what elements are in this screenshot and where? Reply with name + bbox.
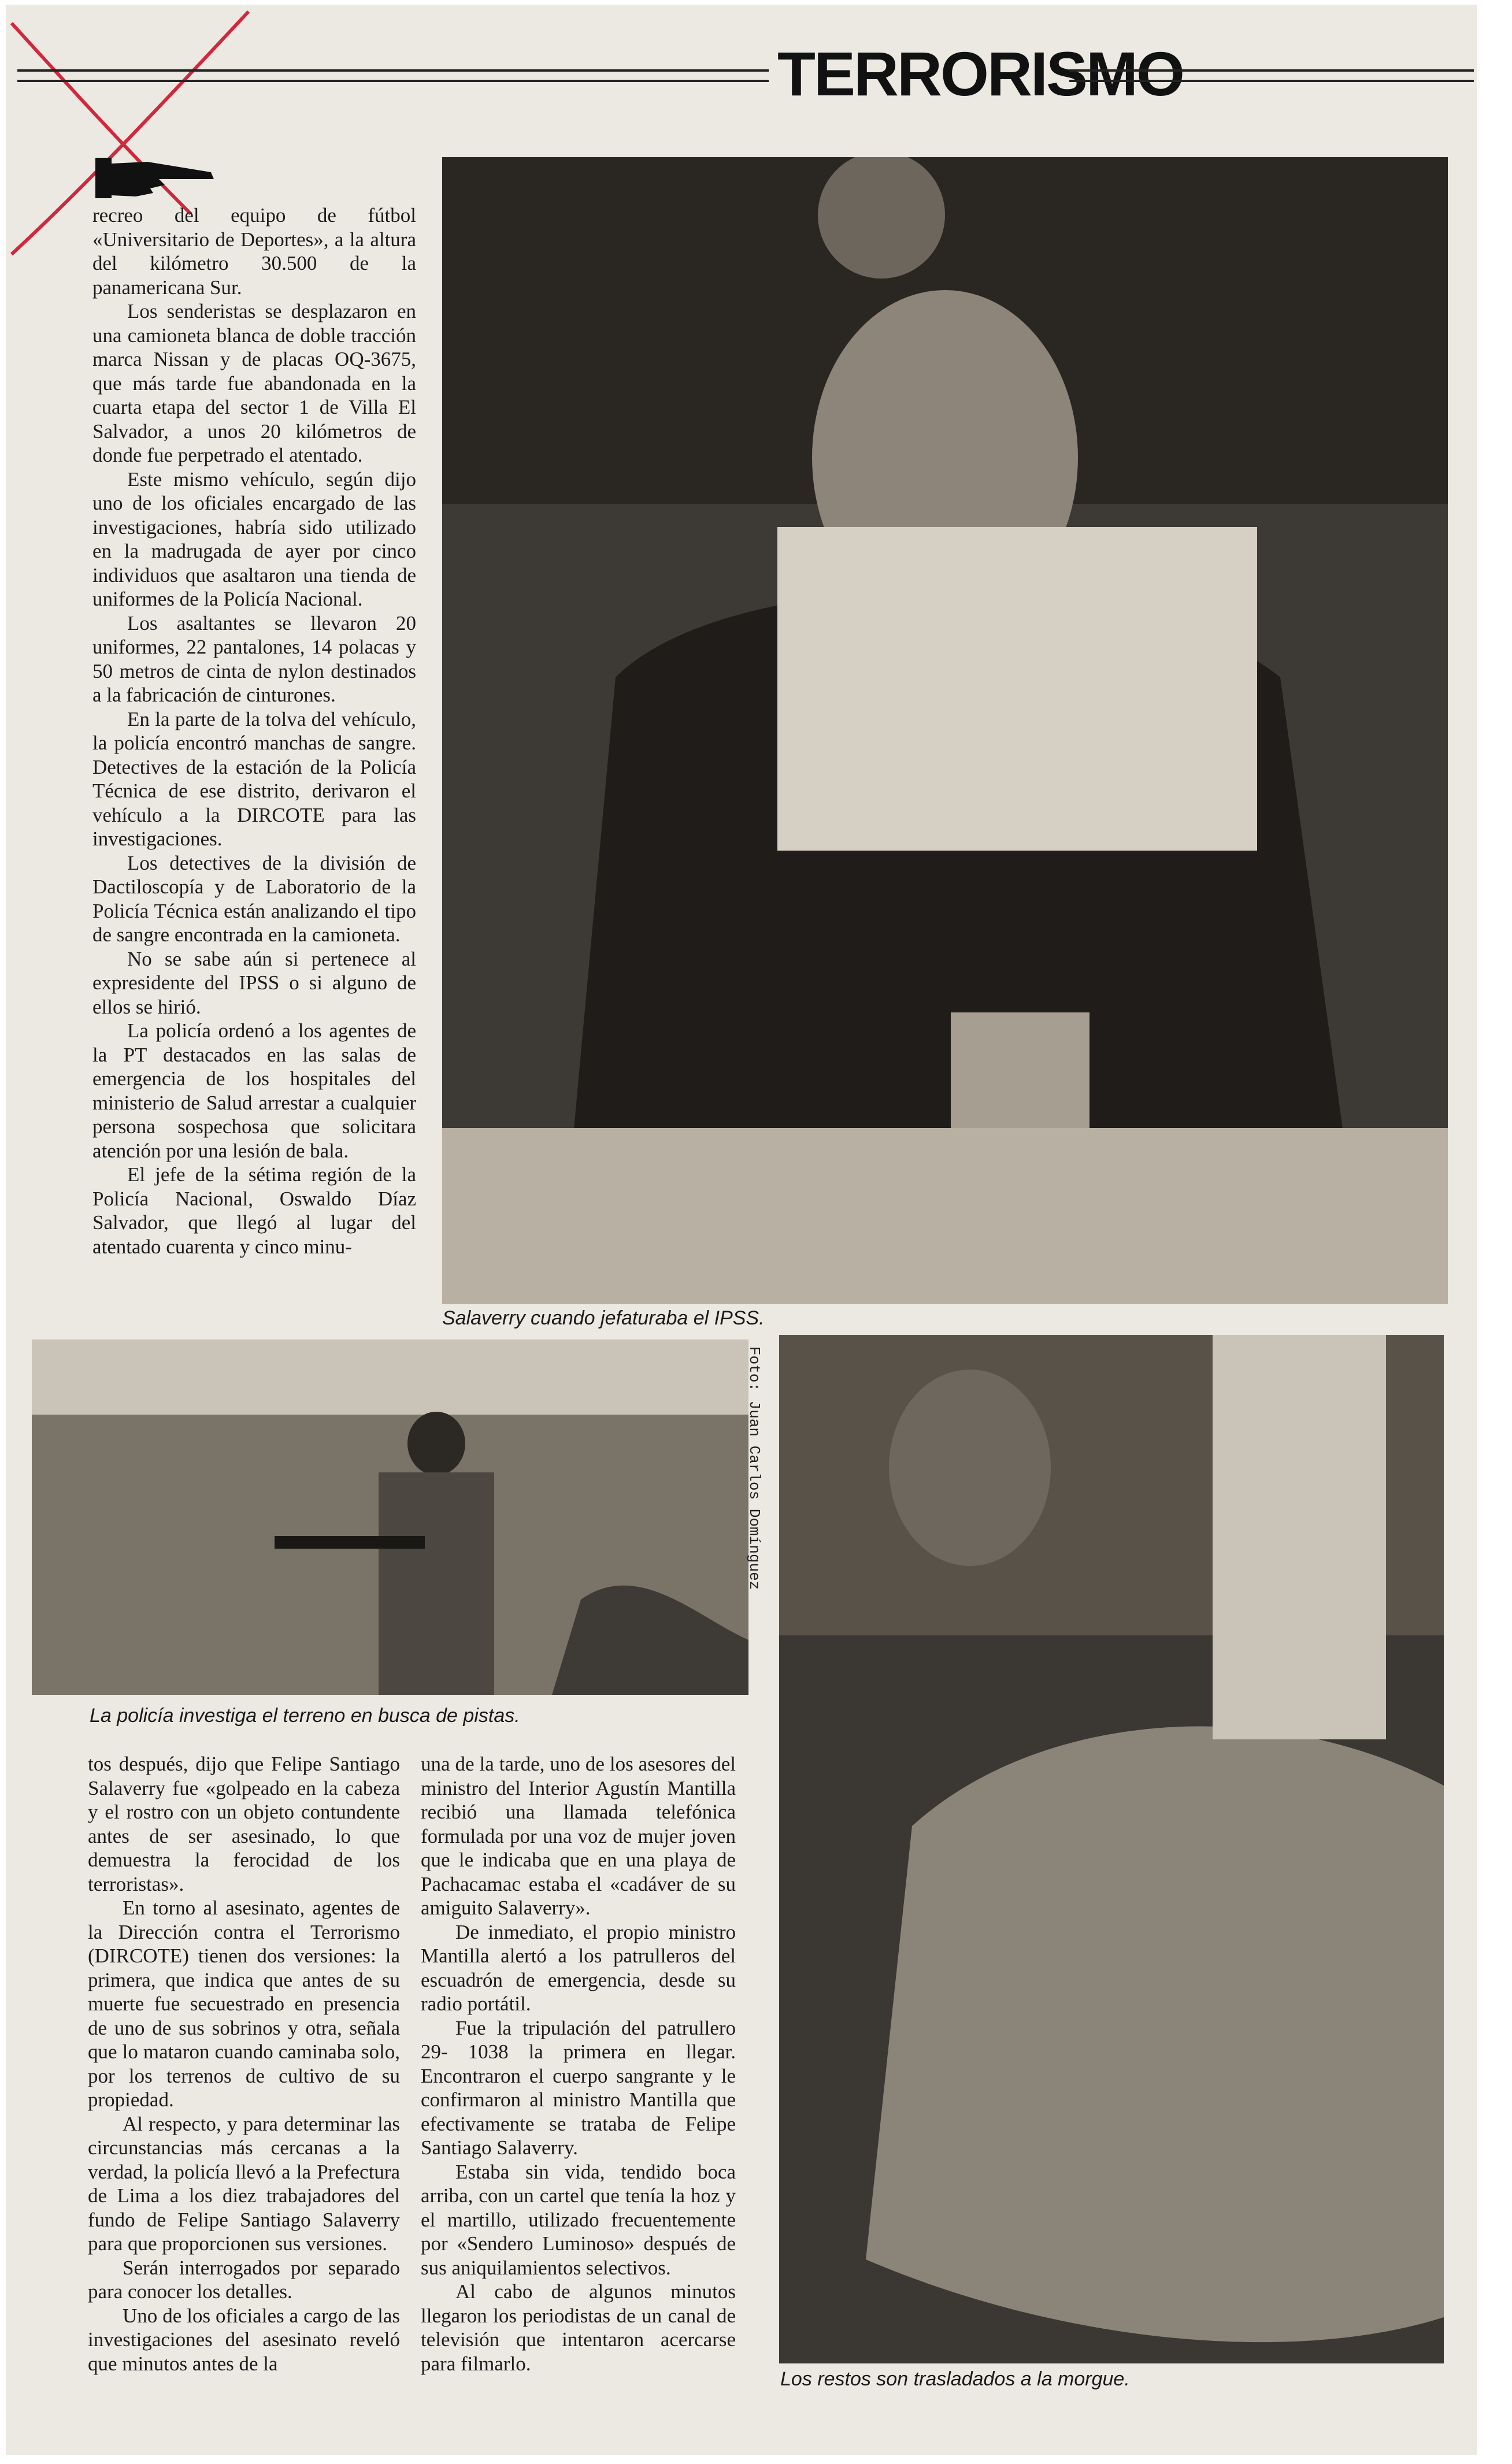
paragraph: Este mismo vehículo, según dijo uno de los oficiales encargado de las investigaciones, habría sido utilizado en la madrugada de ayer por cinco individuos que asaltaron una tienda de uniformes de la Policía Nacional. (92, 467, 416, 610)
section-title: TERRORISMO (777, 39, 1184, 109)
paragraph: En la parte de la tolva del vehículo, la policía encontró manchas de sangre. Detectives de la estación de la Policía Técnica de ese distrito, derivaron el vehículo a la DIRCOTE para las investigaciones. (92, 707, 416, 850)
paragraph: No se sabe aún si pertenece al expresidente del IPSS o si alguno de ellos se hirió. (92, 947, 416, 1018)
article-column-1 (92, 203, 416, 1313)
paragraph: En torno al asesinato, agentes de la Dirección contra el Terrorismo (DIRCOTE) tienen dos versiones: la primera, que indica que antes de su muerte fue secuestrado en presencia de uno de sus sobrinos y otra, señala que lo mataron cuando caminaba solo, por los terrenos de cultivo de su propiedad. (88, 1897, 400, 2111)
photo-salaverry-ipss (442, 157, 1448, 1304)
photo-caption-field: La policía investiga el terreno en busca de pistas. (90, 1705, 520, 1727)
paragraph: Estaba sin vida, tendido boca arriba, con un cartel que tenía la hoz y el martillo, utilizado frecuentemente por «Sendero Luminoso» después de sus aniquilamientos selectivos. (421, 2160, 736, 2279)
photo-caption-morgue: Los restos son trasladados a la morgue. (780, 2368, 1130, 2390)
paragraph: recreo del equipo de fútbol «Universitario de Deportes», a la altura del kilómetro 30.500 de la panamericana Sur. (92, 204, 416, 299)
paragraph: Los detectives de la división de Dactiloscopía y de Laboratorio de la Policía Técnica están analizando el tipo de sangre encontrada en la camioneta. (92, 851, 416, 946)
paragraph: Uno de los oficiales a cargo de las investigaciones del asesinato reveló que minutos antes de la (88, 2304, 400, 2375)
paragraph: La policía ordenó a los agentes de la PT destacados en las salas de emergencia de los hospitales del ministerio de Salud arrestar a cualquier persona sospechosa que solicitara atención por una lesión de bala. (92, 1019, 416, 1162)
photo-credit: Foto: Juan Carlos Domínguez (746, 1346, 763, 1590)
photo-caption-main: Salaverry cuando jefaturaba el IPSS. (442, 1307, 765, 1329)
header-rule-left (17, 69, 769, 82)
paragraph: tos después, dijo que Felipe Santiago Salaverry fue «golpeado en la cabeza y el rostro con un objeto contundente antes de ser asesinado, lo que demuestra la ferocidad de los terroristas». (88, 1753, 400, 1895)
pointing-hand-icon (95, 155, 220, 201)
article-column-2 (88, 1752, 400, 2388)
paragraph: Fue la tripulación del patrullero 29- 1038 la primera en llegar. Encontraron el cuerpo sangrante y le confirmaron al ministro Mantilla que efectivamente se trataba de Felipe Santiago Salaverry. (421, 2016, 736, 2159)
paragraph: Serán interrogados por separado para conocer los detalles. (88, 2256, 400, 2303)
header-rule-right (1069, 69, 1474, 82)
article-column-3 (421, 1752, 736, 2388)
photo-police-field (32, 1339, 748, 1695)
paragraph: una de la tarde, uno de los asesores del ministro del Interior Agustín Mantilla recibió una llamada telefónica formulada por una voz de mujer joven que le indicaba que en una playa de Pachacamac estaba el «cadáver de su amiguito Salaverry». (421, 1753, 736, 1919)
paragraph: Al respecto, y para determinar las circunstancias más cercanas a la verdad, la policía llevó a la Prefectura de Lima a los diez trabajadores del fundo de Felipe Santiago Salaverry para que proporcionen sus versiones. (88, 2112, 400, 2255)
paragraph: Los asaltantes se llevaron 20 uniformes, 22 pantalones, 14 polacas y 50 metros de cinta de nylon destinados a la fabricación de cinturones. (92, 611, 416, 706)
paragraph: El jefe de la sétima región de la Policía Nacional, Oswaldo Díaz Salvador, que llegó al lugar del atentado cuarenta y cinco minu- (92, 1163, 416, 1258)
paragraph: De inmediato, el propio ministro Mantilla alertó a los patrulleros del escuadrón de emergencia, desde su radio portátil. (421, 1920, 736, 2015)
paragraph: Al cabo de algunos minutos llegaron los periodistas de un canal de televisión que intentaron acercarse para filmarlo. (421, 2280, 736, 2375)
photo-remains-transfer (779, 1335, 1444, 2363)
paragraph: Los senderistas se desplazaron en una camioneta blanca de doble tracción marca Nissan y de placas OQ-3675, que más tarde fue abandonada en la cuarta etapa del sector 1 de Villa El Salvador, a unos 20 kilómetros de donde fue perpetrado el atentado. (92, 300, 416, 466)
